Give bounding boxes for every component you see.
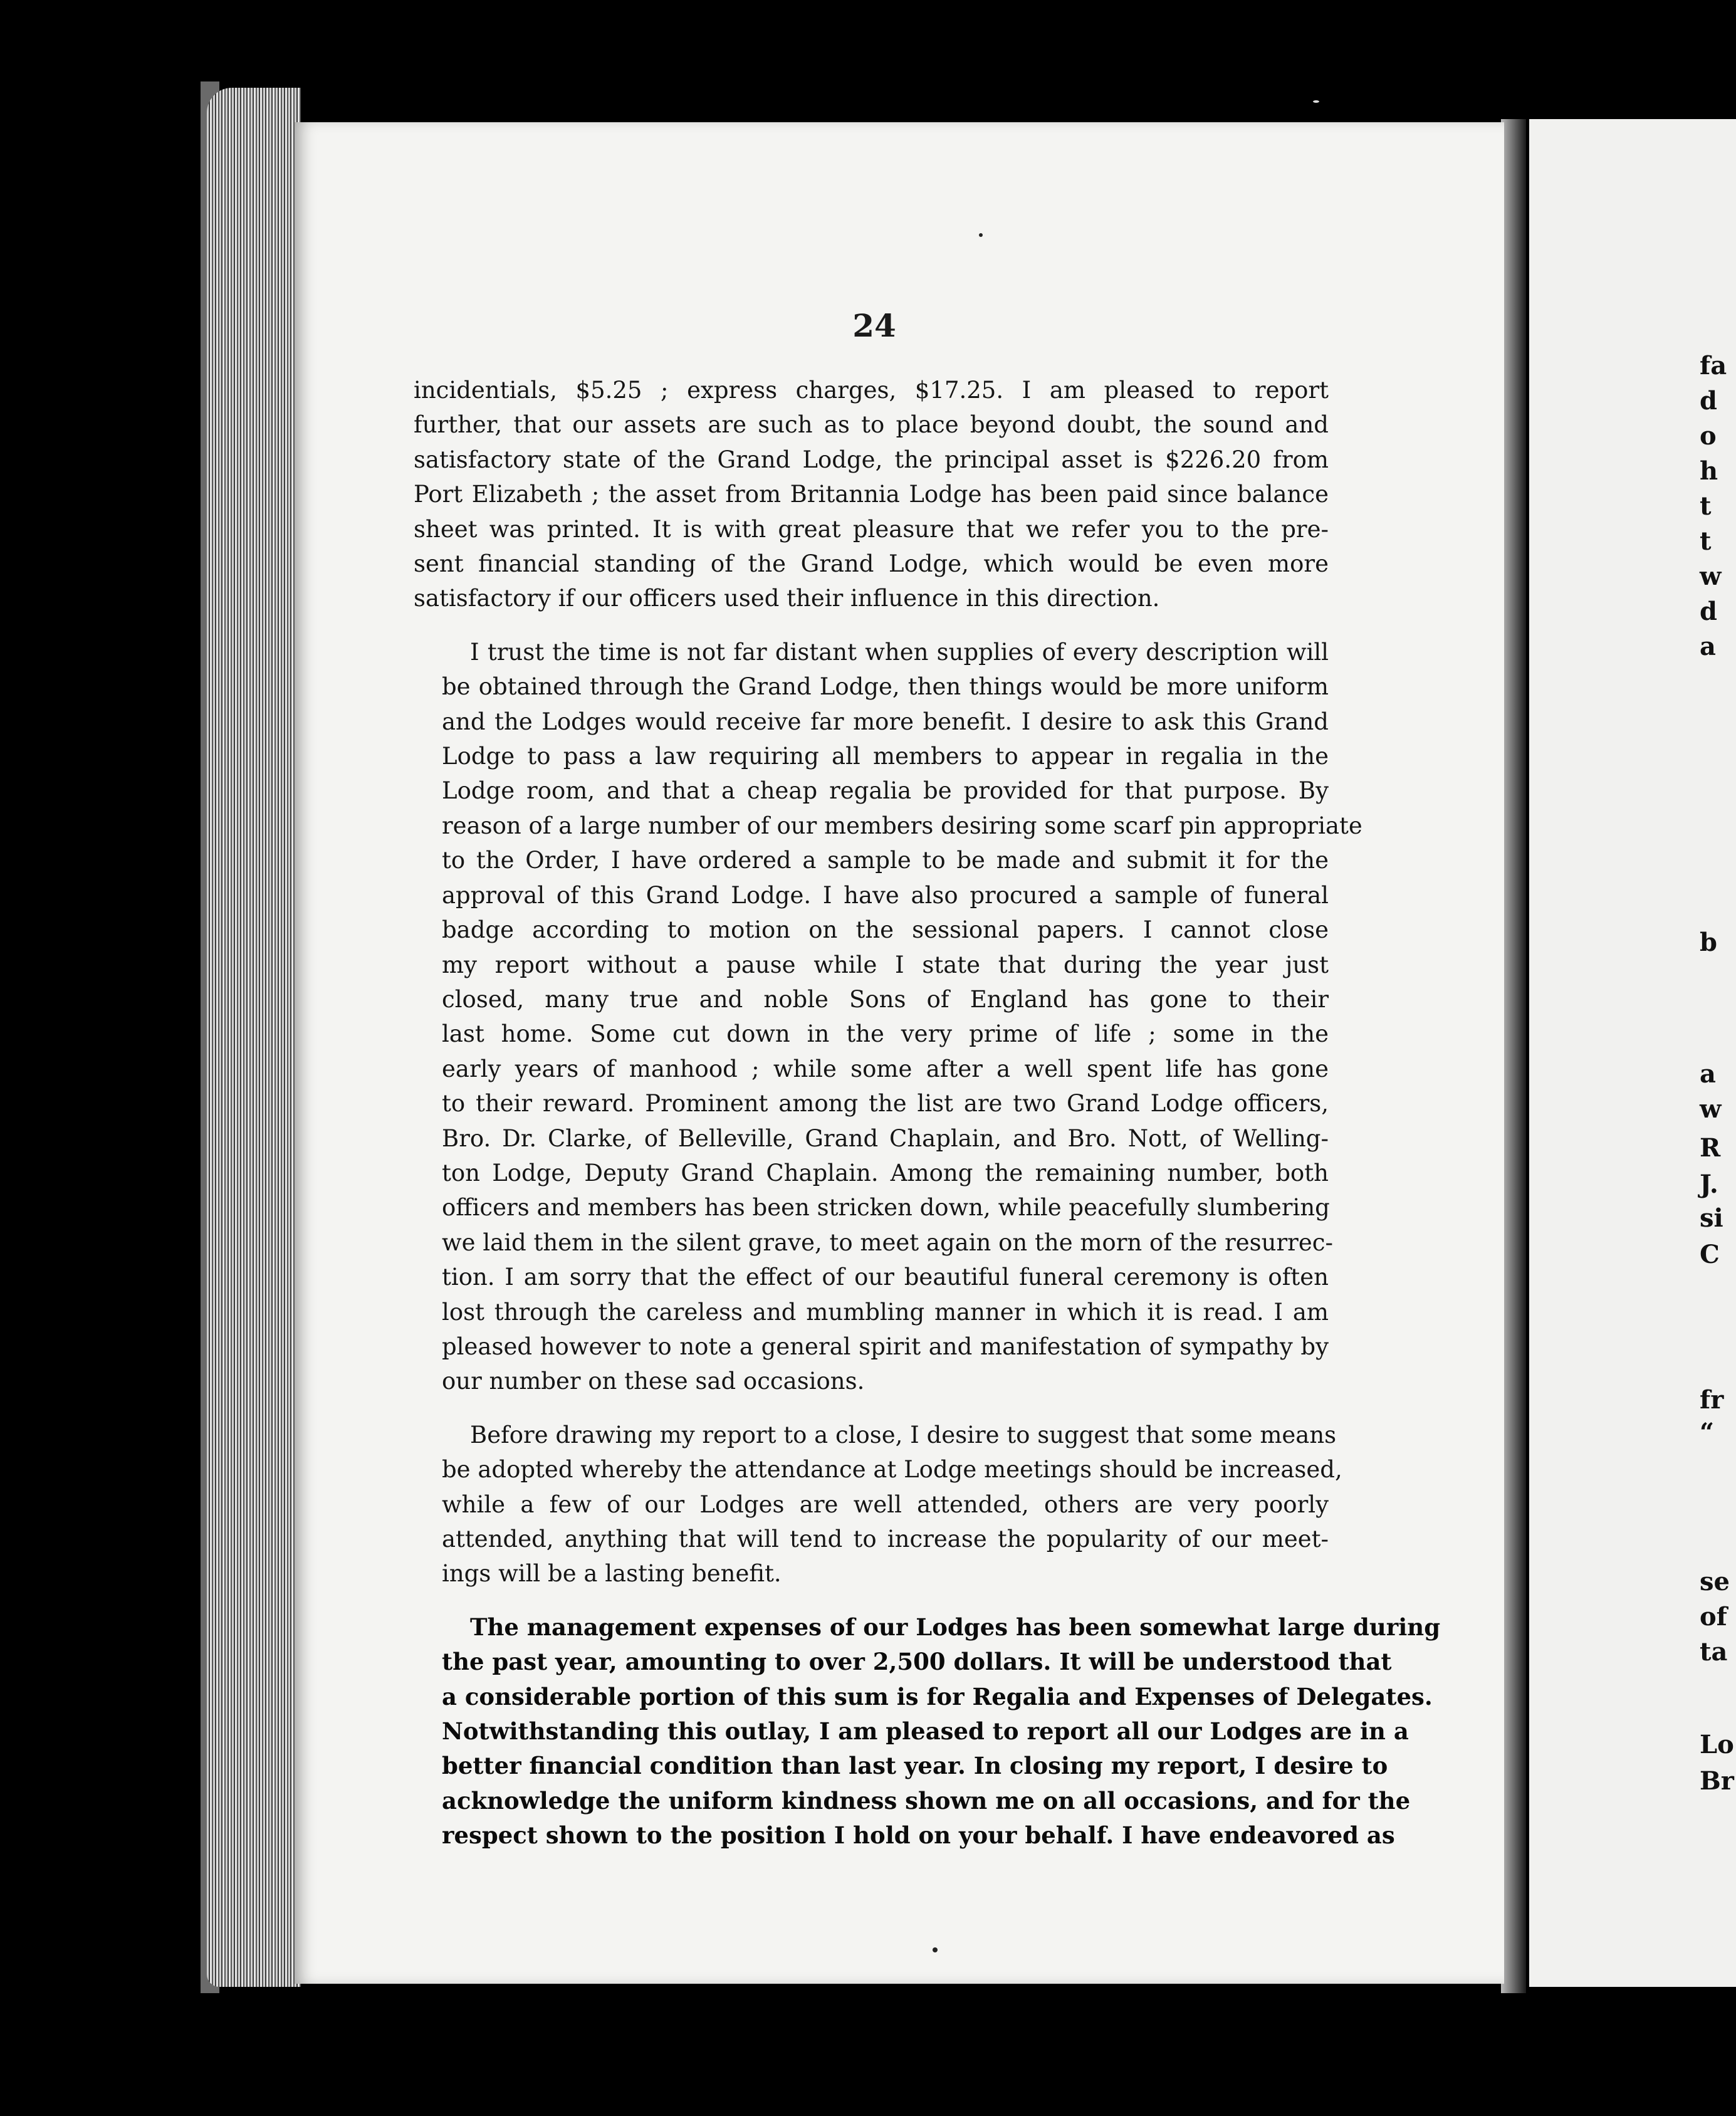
- text-line: closed, many true and noble Sons of England has gone to their: [442, 985, 1329, 1013]
- facing-page-fragment: a: [1700, 632, 1716, 661]
- text-line: sent financial standing of the Grand Lodge, which would be even more: [414, 550, 1329, 578]
- facing-page-fragments: [1529, 0, 1736, 2116]
- text-line: ings will be a lasting benefit.: [442, 1560, 782, 1588]
- ink-speck: [979, 233, 983, 237]
- text-line: early years of manhood ; while some after a well spent life has gone: [442, 1055, 1329, 1082]
- text-line: approval of this Grand Lodge. I have also procured a sample of funeral: [442, 881, 1329, 909]
- paragraph: [414, 1610, 1441, 1853]
- text-line: sheet was printed. It is with great pleasure that we refer you to the pre-: [414, 515, 1329, 543]
- facing-page-fragment: Br: [1700, 1766, 1734, 1796]
- facing-page-fragment: d: [1700, 597, 1717, 626]
- text-line: further, that our assets are such as to place beyond doubt, the sound and: [414, 411, 1329, 439]
- text-line: badge according to motion on the sessional papers. I cannot close: [442, 916, 1329, 944]
- text-line: officers and members has been stricken down, while peacefully slumbering: [442, 1194, 1330, 1222]
- text-line: the past year, amounting to over 2,500 dollars. It will be understood that: [442, 1648, 1392, 1676]
- text-line: to the Order, I have ordered a sample to be made and submit it for the: [442, 847, 1329, 874]
- facing-page-fragment: of: [1700, 1602, 1727, 1632]
- text-line: and the Lodges would receive far more benefit. I desire to ask this Grand: [442, 708, 1329, 735]
- paragraph: [414, 635, 1362, 1399]
- text-line: Port Elizabeth ; the asset from Britannia Lodge has been paid since balance: [414, 481, 1329, 508]
- paragraph: [414, 373, 1329, 616]
- facing-page-fragment: d: [1700, 386, 1717, 416]
- text-line: incidentials, $5.25 ; express charges, $17.25. I am pleased to report: [414, 377, 1329, 404]
- page-gutter: [1501, 119, 1526, 1993]
- facing-page-fragment: “: [1700, 1418, 1715, 1447]
- facing-page-fragment: se: [1700, 1567, 1730, 1596]
- facing-page-fragment: si: [1700, 1203, 1723, 1233]
- text-line: acknowledge the uniform kindness shown me on all occasions, and for the: [442, 1786, 1411, 1815]
- ink-speck: [933, 1947, 938, 1952]
- text-line: Lodge to pass a law requiring all members to appear in regalia in the: [442, 743, 1329, 770]
- text-line: to their reward. Prominent among the list are two Grand Lodge officers,: [442, 1090, 1329, 1118]
- text-line: satisfactory state of the Grand Lodge, the principal asset is $226.20 from: [414, 446, 1329, 473]
- text-line: my report without a pause while I state that during the year just: [442, 951, 1329, 978]
- text-line: better financial condition than last year. In closing my report, I desire to: [442, 1752, 1388, 1780]
- text-line: I trust the time is not far distant when supplies of every description will: [470, 638, 1329, 666]
- text-line: Bro. Dr. Clarke, of Belleville, Grand Chaplain, and Bro. Nott, of Welling-: [442, 1124, 1329, 1152]
- facing-page-fragment: h: [1700, 456, 1718, 486]
- facing-page-fragment: R: [1700, 1133, 1721, 1163]
- text-line: lost through the careless and mumbling manner in which it is read. I am: [442, 1298, 1329, 1326]
- facing-page-fragment: J.: [1700, 1170, 1718, 1199]
- facing-page-fragment: t: [1700, 526, 1712, 556]
- paragraph: [414, 1418, 1342, 1591]
- text-line: last home. Some cut down in the very prime of life ; some in the: [442, 1020, 1329, 1048]
- text-line: reason of a large number of our members desiring some scarf pin appropriate: [442, 812, 1362, 839]
- text-line: we laid them in the silent grave, to meet again on the morn of the resurrec-: [442, 1228, 1333, 1256]
- text-line: Notwithstanding this outlay, I am pleased to report all our Lodges are in a: [442, 1717, 1409, 1746]
- text-line: pleased however to note a general spirit and manifestation of sympathy by: [442, 1333, 1329, 1360]
- facing-page-fragment: w: [1700, 1094, 1722, 1124]
- text-line: be adopted whereby the attendance at Lodge meetings should be increased,: [442, 1456, 1342, 1484]
- facing-page-fragment: w: [1700, 562, 1722, 591]
- facing-page-fragment: a: [1700, 1059, 1716, 1089]
- page-body-text: [414, 373, 1441, 1872]
- text-line: a considerable portion of this sum is for Regalia and Expenses of Delegates.: [442, 1682, 1433, 1710]
- ink-speck: [1313, 100, 1319, 103]
- facing-page-fragment: t: [1700, 491, 1712, 521]
- facing-page-fragment: fa: [1700, 351, 1727, 380]
- text-line: our number on these sad occasions.: [442, 1368, 865, 1395]
- facing-page-fragment: ta: [1700, 1637, 1728, 1667]
- text-line: Lodge room, and that a cheap regalia be provided for that purpose. By: [442, 777, 1329, 805]
- text-line: be obtained through the Grand Lodge, then things would be more uniform: [442, 673, 1329, 701]
- facing-page-fragment: o: [1700, 421, 1717, 451]
- facing-page-fragment: fr: [1700, 1385, 1724, 1415]
- text-line: ton Lodge, Deputy Grand Chaplain. Among the remaining number, both: [442, 1159, 1329, 1186]
- text-line: satisfactory if our officers used their influence in this direction.: [414, 585, 1160, 612]
- facing-page-fragment: b: [1700, 928, 1717, 957]
- page-number: 24: [852, 307, 896, 344]
- text-line: tion. I am sorry that the effect of our beautiful funeral ceremony is often: [442, 1264, 1329, 1291]
- text-line: The management expenses of our Lodges has been somewhat large during: [470, 1613, 1441, 1641]
- text-line: respect shown to the position I hold on your behalf. I have endeavored as: [442, 1821, 1395, 1850]
- facing-page-fragment: Lo: [1700, 1730, 1734, 1759]
- text-line: attended, anything that will tend to increase the popularity of our meet-: [442, 1526, 1329, 1553]
- book-page-edges: [207, 88, 301, 1987]
- text-line: while a few of our Lodges are well attended, others are very poorly: [442, 1490, 1329, 1518]
- text-line: Before drawing my report to a close, I desire to suggest that some means: [470, 1421, 1337, 1448]
- facing-page-fragment: C: [1700, 1240, 1720, 1269]
